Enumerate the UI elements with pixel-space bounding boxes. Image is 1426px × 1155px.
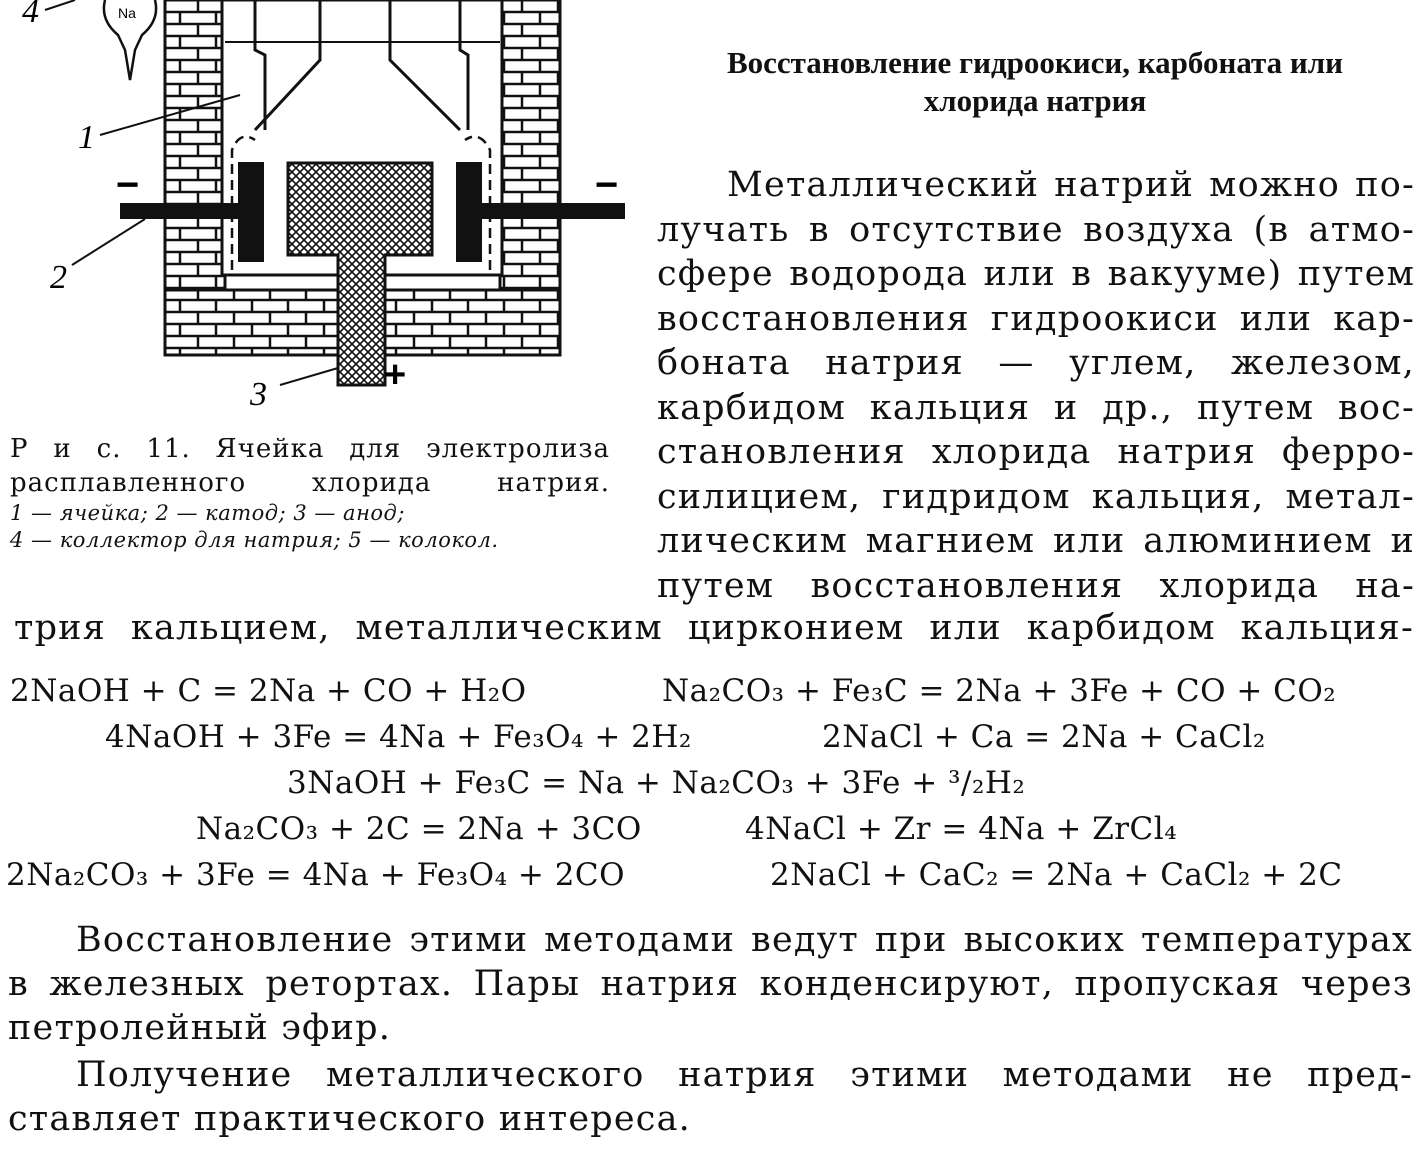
paragraph-line: Получение металлического натрия этими методами не пред- — [76, 1055, 1413, 1095]
paragraph-line: лическим магнием или алюминием и — [657, 521, 1415, 561]
paragraph-line: боната натрия — углем, железом, — [657, 343, 1415, 383]
equation: 2NaOH + C = 2Na + CO + H₂O — [10, 673, 527, 709]
paragraph-1-full-line: трия кальцием, металлическим цирконием или карбидом кальция- — [14, 608, 1414, 648]
caption-legend-line-2: 4 — коллектор для натрия; 5 — колокол. — [10, 528, 499, 552]
polarity-anode: + — [384, 354, 407, 396]
section-heading — [650, 44, 1420, 120]
label-2: 2 — [50, 259, 67, 296]
paragraph-line: становления хлорида натрия ферро- — [657, 432, 1415, 472]
figure-caption — [10, 432, 610, 554]
label-1: 1 — [78, 119, 95, 156]
leader-3 — [280, 368, 338, 385]
caption-legend-line-1: 1 — ячейка; 2 — катод; 3 — анод; — [10, 501, 405, 525]
label-3: 3 — [250, 376, 267, 410]
paragraph-line: путем восстановления хлорида на- — [657, 565, 1415, 606]
equation: 2NaCl + Ca = 2Na + CaCl₂ — [822, 719, 1266, 755]
paragraph-3 — [8, 1053, 1413, 1141]
paragraph-2 — [8, 918, 1413, 1050]
equation: Na₂CO₃ + 2C = 2Na + 3CO — [196, 811, 642, 847]
paragraph-line: силицием, гидридом кальция, метал- — [657, 476, 1415, 517]
caption-title-line-2: расплавленного хлорида натрия. — [10, 468, 610, 498]
leader-4 — [45, 0, 75, 10]
caption-title-line-1: Р и с. 11. Ячейка для электролиза — [10, 434, 610, 464]
paragraph-line: ставляет практического интереса. — [8, 1099, 691, 1139]
cathode-left — [238, 162, 264, 262]
equation: Na₂CO₃ + Fe₃C = 2Na + 3Fe + CO + CO₂ — [662, 673, 1337, 709]
heading-line-2: хлорида натрия — [923, 83, 1147, 118]
leader-2 — [72, 219, 145, 265]
paragraph-line: сфере водорода или в вакууме) путем — [657, 254, 1415, 294]
na-label: Na — [118, 5, 136, 21]
equation: 4NaCl + Zr = 4Na + ZrCl₄ — [745, 811, 1178, 847]
equation: 2NaCl + CaC₂ = 2Na + CaCl₂ + 2C — [770, 857, 1343, 893]
paragraph-line: восстановления гидроокиси или кар- — [657, 298, 1415, 339]
equation: 3NaOH + Fe₃C = Na + Na₂CO₃ + 3Fe + ³/₂H₂ — [287, 765, 1026, 801]
paragraph-line: в железных ретортах. Пары натрия конденсируют, пропуская через — [8, 964, 1413, 1004]
equation: 4NaOH + 3Fe = 4Na + Fe₃O₄ + 2H₂ — [105, 719, 692, 755]
cell-diagram — [0, 0, 640, 410]
paragraph-line: Металлический натрий можно по- — [727, 165, 1415, 205]
heading-line-1: Восстановление гидроокиси, карбоната или — [726, 45, 1344, 80]
electrolysis-cell-figure — [0, 0, 640, 410]
polarity-left: − — [116, 163, 140, 207]
cathode-right — [456, 162, 482, 262]
label-4: 4 — [22, 0, 39, 30]
equation: 2Na₂CO₃ + 3Fe = 4Na + Fe₃O₄ + 2CO — [6, 857, 626, 893]
paragraph-line: петролейный эфир. — [8, 1008, 392, 1048]
paragraph-line: лучать в отсутствие воздуха (в атмо- — [657, 209, 1415, 250]
paragraph-line: карбидом кальция и др., путем вос- — [657, 387, 1415, 428]
paragraph-line: Восстановление этими методами ведут при высоких температурах — [76, 920, 1413, 960]
paragraph-1 — [657, 163, 1415, 608]
polarity-right: − — [595, 163, 619, 207]
